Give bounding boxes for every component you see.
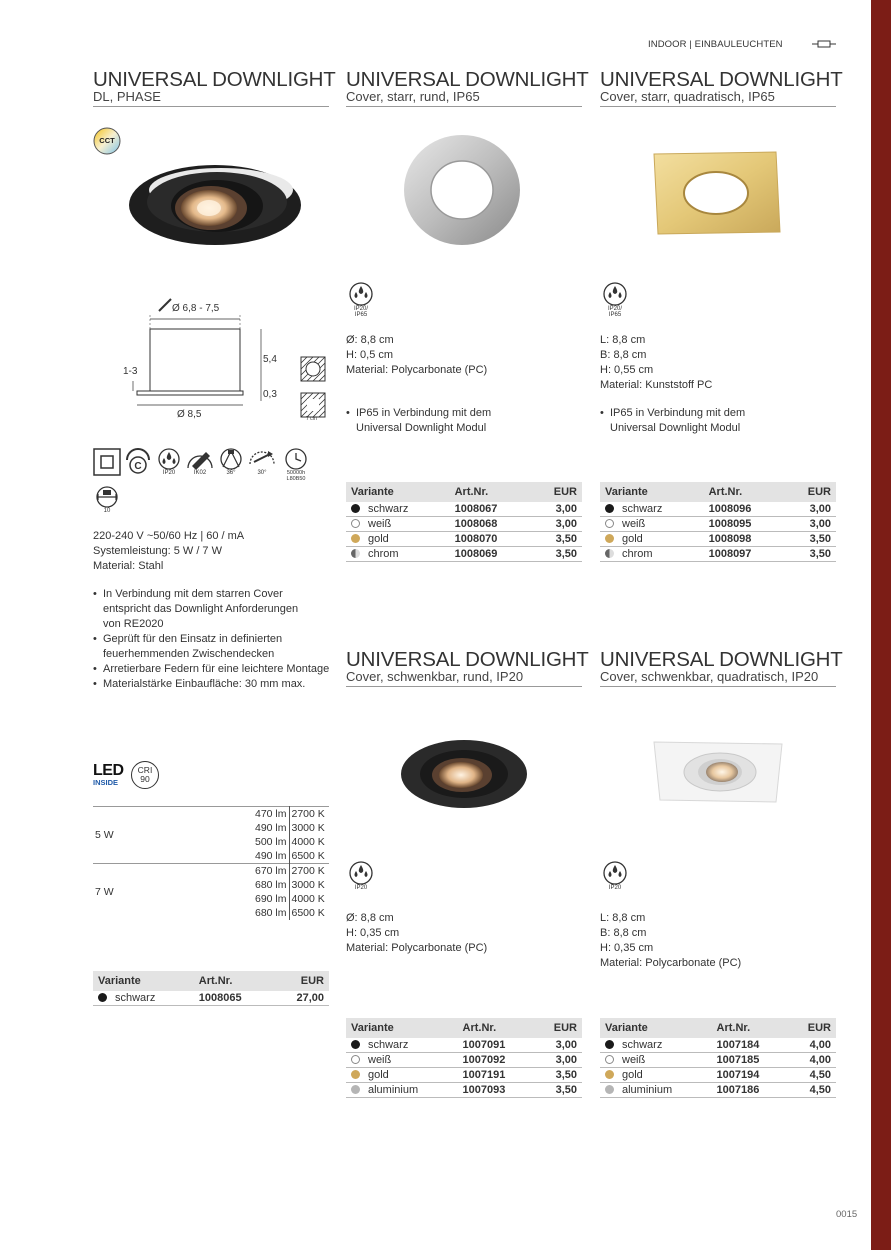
art-nr-cell: 1008097 <box>704 547 785 562</box>
variant-name: chrom <box>368 548 399 560</box>
kelvin-value: 4000 K <box>291 836 325 848</box>
cri-value: 90 <box>140 774 150 784</box>
ip-label: IP65 <box>354 312 368 318</box>
ip20-icon <box>600 861 630 891</box>
variant-name: schwarz <box>368 1039 409 1051</box>
color-swatch <box>605 1055 614 1064</box>
lumen-table <box>93 806 329 920</box>
variant-cell <box>346 502 450 517</box>
lumen-value: 690 lm <box>249 892 289 906</box>
cover-round-image <box>402 133 522 248</box>
price-cell: 3,00 <box>785 517 836 532</box>
spec-line: Material: Kunststoff PC <box>600 379 713 391</box>
ip65-icon <box>600 282 630 318</box>
art-nr-cell: 1007191 <box>458 1068 534 1083</box>
bullet-item: • IP65 in Verbindung mit dem Universal Downlight Modul <box>346 406 516 436</box>
ip20-icon <box>155 448 183 476</box>
color-swatch <box>605 1070 614 1079</box>
dim-left: 1-3 <box>123 366 138 377</box>
electrical-specs <box>93 529 329 574</box>
downlight-category-icon <box>812 39 836 49</box>
specs <box>346 911 487 956</box>
power-label: 5 W <box>93 807 249 864</box>
variant-name: schwarz <box>622 503 663 515</box>
col-variante: Variante <box>93 971 194 991</box>
specs <box>600 333 712 393</box>
color-swatch <box>351 519 360 528</box>
variant-cell <box>346 1038 458 1053</box>
spec-line: Ø: 8,8 cm <box>346 912 394 924</box>
art-nr-cell: 1007194 <box>712 1068 788 1083</box>
spec-line: L: 8,8 cm <box>600 912 646 924</box>
spec-line: Material: Polycarbonate (PC) <box>346 364 488 376</box>
product-title: UNIVERSAL DOWNLIGHT <box>600 648 843 671</box>
variant-table <box>93 971 329 1006</box>
product-heading <box>600 648 843 687</box>
price-cell: 3,50 <box>785 547 836 562</box>
art-nr-cell: 1008068 <box>450 517 531 532</box>
ip-label: IP20/ <box>607 306 622 312</box>
art-nr-cell: 1007091 <box>458 1038 534 1053</box>
art-nr-cell: 1007092 <box>458 1053 534 1068</box>
product-subtitle: Cover, schwenkbar, rund, IP20 <box>346 669 524 684</box>
product-title: UNIVERSAL DOWNLIGHT <box>600 68 843 91</box>
lumen-value: 500 lm <box>249 835 289 849</box>
table-row <box>93 991 329 1006</box>
variant-name: weiß <box>368 1054 392 1066</box>
dim-bottom: Ø 8,5 <box>177 409 202 420</box>
cover-swivel-square-image <box>652 740 784 804</box>
kelvin-value: 6500 K <box>291 907 325 919</box>
downlight-product-image <box>125 160 305 255</box>
kelvin-value: 4000 K <box>291 893 325 905</box>
heading-rule <box>600 686 836 687</box>
beam-angle-label: 36° <box>226 470 236 476</box>
cri-badge <box>131 761 159 789</box>
col-variante: Variante <box>346 482 450 502</box>
price-cell: 3,00 <box>534 1053 582 1068</box>
variant-cell <box>600 1038 712 1053</box>
price-cell: 3,00 <box>785 502 836 517</box>
col-art-nr: Art.Nr. <box>194 971 273 991</box>
variant-cell <box>600 1083 712 1098</box>
col-eur: EUR <box>531 482 582 502</box>
section-breadcrumb: INDOOR | EINBAULEUCHTEN <box>648 39 783 50</box>
price-cell: 3,00 <box>534 1038 582 1053</box>
cover-swivel-round-image <box>399 738 529 810</box>
table-row <box>600 517 836 532</box>
variant-name: gold <box>368 1069 389 1081</box>
color-swatch <box>605 534 614 543</box>
ip65-icon <box>346 282 376 318</box>
table-row <box>600 1083 836 1098</box>
color-swatch <box>351 1055 360 1064</box>
price-cell: 3,50 <box>534 1083 582 1098</box>
col-variante: Variante <box>600 1018 712 1038</box>
variant-name: gold <box>622 533 643 545</box>
spec-line: H: 0,35 cm <box>346 927 400 939</box>
dim-top: Ø 6,8 - 7,5 <box>172 303 220 314</box>
bullet-item: • In Verbindung mit dem starren Cover entspricht das Downlight Anforderungen von RE2020 <box>93 587 333 632</box>
spacing-label: 10 <box>103 508 111 514</box>
variant-cell <box>600 517 704 532</box>
col-variante: Variante <box>346 1018 458 1038</box>
variant-table <box>346 1018 582 1098</box>
color-swatch <box>351 534 360 543</box>
variant-table <box>346 482 582 562</box>
lifetime-label: 50000h L80B50 <box>286 470 306 482</box>
product-heading <box>346 648 589 687</box>
ip-label: IP20 <box>608 885 622 891</box>
class-ii-icon <box>93 448 121 476</box>
spec-line: Systemleistung: 5 W / 7 W <box>93 545 222 557</box>
variant-name: weiß <box>622 518 646 530</box>
lumen-row <box>93 864 329 879</box>
variant-name: gold <box>368 533 389 545</box>
price-cell: 4,50 <box>788 1083 836 1098</box>
color-swatch <box>605 504 614 513</box>
col-art-nr: Art.Nr. <box>712 1018 788 1038</box>
price-cell: 3,50 <box>534 1068 582 1083</box>
product-cover-swivel-round <box>346 648 589 687</box>
bullet-item: • Materialstärke Einbaufläche: 30 mm max. <box>93 677 333 692</box>
variant-name: aluminium <box>622 1084 673 1096</box>
kelvin-value: 6500 K <box>291 850 325 862</box>
product-heading <box>93 68 336 107</box>
product-subtitle: Cover, schwenkbar, quadratisch, IP20 <box>600 669 819 684</box>
product-title: UNIVERSAL DOWNLIGHT <box>346 68 589 91</box>
art-nr-cell: 1007185 <box>712 1053 788 1068</box>
bullet-item: • IP65 in Verbindung mit dem Universal Downlight Modul <box>600 406 770 436</box>
variant-cell <box>600 502 704 517</box>
power-label: 7 W <box>93 864 249 921</box>
heading-rule <box>600 106 836 107</box>
tilt-angle-label: 30° <box>257 470 267 476</box>
table-row <box>346 1083 582 1098</box>
art-nr-cell: 1008069 <box>450 547 531 562</box>
price-cell: 3,50 <box>531 547 582 562</box>
color-swatch <box>98 993 107 1002</box>
variant-cell <box>346 1053 458 1068</box>
spec-line: 220-240 V ~50/60 Hz | 60 / mA <box>93 530 245 542</box>
table-row <box>600 1038 836 1053</box>
heading-rule <box>346 106 582 107</box>
table-row <box>600 502 836 517</box>
cover-square-image <box>650 150 784 236</box>
technical-drawing <box>115 293 335 428</box>
table-row <box>346 1038 582 1053</box>
bullet-item: • Geprüft für den Einsatz in definierten feuerhemmenden Zwischendecken <box>93 632 333 662</box>
variant-cell <box>600 547 704 562</box>
spec-line: B: 8,8 cm <box>600 927 647 939</box>
kelvin-value: 2700 K <box>289 807 329 822</box>
color-swatch <box>351 1040 360 1049</box>
ip-label: IP65 <box>608 312 622 318</box>
color-swatch <box>351 1070 360 1079</box>
variant-cell <box>346 532 450 547</box>
specs <box>600 911 741 971</box>
col-variante: Variante <box>600 482 704 502</box>
col-eur: EUR <box>788 1018 836 1038</box>
bullet-item: • Arretierbare Federn für eine leichtere Montage <box>93 662 333 677</box>
product-title: UNIVERSAL DOWNLIGHT <box>346 648 589 671</box>
specs <box>346 333 487 378</box>
variant-cell <box>600 532 704 547</box>
color-swatch <box>605 1040 614 1049</box>
price-cell: 3,50 <box>785 532 836 547</box>
product-cover-round-ip65 <box>346 68 589 107</box>
table-row <box>600 547 836 562</box>
cct-badge <box>93 127 121 155</box>
cct-label: CCT <box>99 136 115 145</box>
led-inside-badge <box>93 764 124 787</box>
feature-bullets <box>600 406 770 436</box>
cri-label: CRI <box>137 765 153 775</box>
kelvin-value: 3000 K <box>291 822 325 834</box>
price-cell: 4,50 <box>788 1068 836 1083</box>
ip-label: IP20 <box>354 885 368 891</box>
spec-line: B: 8,8 cm <box>600 349 647 361</box>
lumen-row <box>93 807 329 822</box>
variant-name: weiß <box>622 1054 646 1066</box>
page-number: 0015 <box>836 1209 858 1220</box>
variant-cell <box>93 991 194 1006</box>
variant-cell <box>346 517 450 532</box>
spec-line: L: 8,8 cm <box>600 334 646 346</box>
product-title: UNIVERSAL DOWNLIGHT <box>93 68 336 91</box>
art-nr-cell: 1008095 <box>704 517 785 532</box>
dim-flange: 0,3 <box>263 389 277 400</box>
ik02-label: IK02 <box>193 470 207 476</box>
color-swatch <box>351 504 360 513</box>
heading-rule <box>93 106 329 107</box>
col-eur: EUR <box>534 1018 582 1038</box>
table-row <box>346 547 582 562</box>
col-eur: EUR <box>273 971 329 991</box>
dim-depth: 7 cm <box>306 416 317 422</box>
variant-cell <box>346 1083 458 1098</box>
variant-name: chrom <box>622 548 653 560</box>
variant-name: schwarz <box>622 1039 663 1051</box>
spec-line: Ø: 8,8 cm <box>346 334 394 346</box>
table-row <box>346 1068 582 1083</box>
spec-line: Material: Polycarbonate (PC) <box>600 957 742 969</box>
svg-text:C: C <box>134 461 142 472</box>
art-nr-cell: 1008067 <box>450 502 531 517</box>
ip20-label: IP20 <box>162 470 176 476</box>
feature-icon-row <box>93 448 313 482</box>
table-row <box>346 532 582 547</box>
price-cell: 27,00 <box>273 991 329 1006</box>
inside-label: INSIDE <box>93 778 119 787</box>
variant-table <box>600 1018 836 1098</box>
ip-label: IP20/ <box>353 306 368 312</box>
art-nr-cell: 1007093 <box>458 1083 534 1098</box>
price-cell: 4,00 <box>788 1038 836 1053</box>
dimmable-icon <box>124 448 152 476</box>
variant-name: aluminium <box>368 1084 419 1096</box>
led-label: LED <box>93 762 124 779</box>
art-nr-cell: 1008098 <box>704 532 785 547</box>
art-nr-cell: 1008065 <box>194 991 273 1006</box>
price-cell: 3,50 <box>531 532 582 547</box>
feature-bullets <box>93 587 333 692</box>
col-art-nr: Art.Nr. <box>704 482 785 502</box>
color-swatch <box>605 549 614 558</box>
variant-name: schwarz <box>368 503 409 515</box>
lumen-value: 670 lm <box>249 864 289 879</box>
dim-height: 5,4 <box>263 354 277 365</box>
lumen-value: 470 lm <box>249 807 289 822</box>
lumen-value: 490 lm <box>249 821 289 835</box>
spec-line: Material: Polycarbonate (PC) <box>346 942 488 954</box>
product-universal-downlight <box>93 68 336 107</box>
variant-name: schwarz <box>115 992 156 1004</box>
table-row <box>600 1068 836 1083</box>
table-row <box>600 532 836 547</box>
lumen-value: 680 lm <box>249 906 289 920</box>
variant-cell <box>600 1053 712 1068</box>
price-cell: 4,00 <box>788 1053 836 1068</box>
product-subtitle: Cover, starr, quadratisch, IP65 <box>600 89 775 104</box>
col-art-nr: Art.Nr. <box>458 1018 534 1038</box>
spec-line: H: 0,5 cm <box>346 349 394 361</box>
col-art-nr: Art.Nr. <box>450 482 531 502</box>
heading-rule <box>346 686 582 687</box>
lifetime-icon <box>279 448 313 482</box>
art-nr-cell: 1008070 <box>450 532 531 547</box>
spec-line: H: 0,55 cm <box>600 364 654 376</box>
variant-cell <box>346 547 450 562</box>
art-nr-cell: 1007186 <box>712 1083 788 1098</box>
color-swatch <box>605 519 614 528</box>
price-cell: 3,00 <box>531 502 582 517</box>
spec-line: H: 0,35 cm <box>600 942 654 954</box>
variant-name: gold <box>622 1069 643 1081</box>
ik02-icon <box>186 448 214 476</box>
spacing-icon <box>93 486 121 514</box>
color-swatch <box>351 549 360 558</box>
variant-cell <box>600 1068 712 1083</box>
table-row <box>600 1053 836 1068</box>
spec-line: Material: Stahl <box>93 560 164 572</box>
kelvin-value: 3000 K <box>291 879 325 891</box>
product-heading <box>346 68 589 107</box>
color-swatch <box>351 1085 360 1094</box>
kelvin-value: 2700 K <box>289 864 329 879</box>
color-swatch <box>605 1085 614 1094</box>
variant-table <box>600 482 836 562</box>
art-nr-cell: 1007184 <box>712 1038 788 1053</box>
product-subtitle: Cover, starr, rund, IP65 <box>346 89 480 104</box>
page-edge-bar <box>871 0 891 1250</box>
ip20-icon <box>346 861 376 891</box>
beam-angle-icon <box>217 448 245 476</box>
table-row <box>346 1053 582 1068</box>
table-row <box>346 517 582 532</box>
variant-cell <box>346 1068 458 1083</box>
col-eur: EUR <box>785 482 836 502</box>
feature-bullets <box>346 406 516 436</box>
product-heading <box>600 68 843 107</box>
tilt-angle-icon <box>248 448 276 476</box>
table-row <box>346 502 582 517</box>
art-nr-cell: 1008096 <box>704 502 785 517</box>
variant-name: weiß <box>368 518 392 530</box>
product-cover-swivel-square <box>600 648 843 687</box>
lumen-value: 490 lm <box>249 849 289 864</box>
price-cell: 3,00 <box>531 517 582 532</box>
product-subtitle: DL, PHASE <box>93 89 161 104</box>
lumen-value: 680 lm <box>249 878 289 892</box>
product-cover-square-ip65 <box>600 68 843 107</box>
